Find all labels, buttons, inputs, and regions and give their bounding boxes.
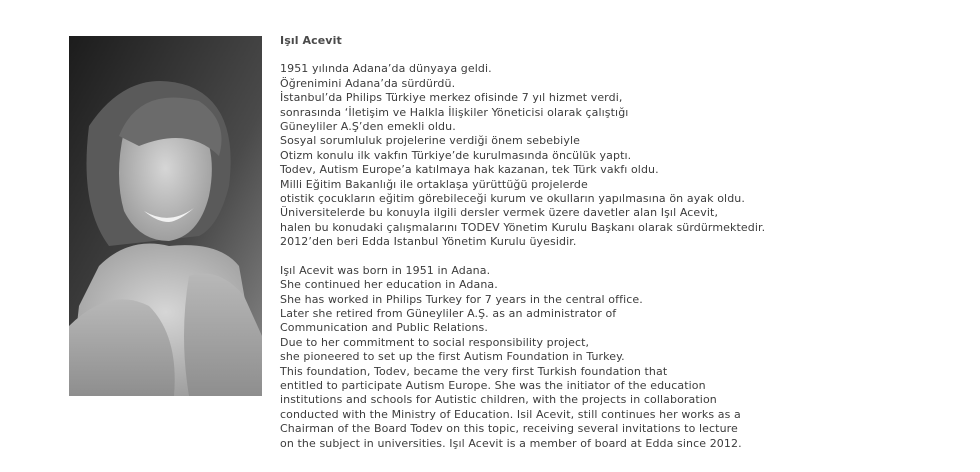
bio-en-line: conducted with the Ministry of Education. Isil Acevit, still continues her works as a	[280, 407, 741, 421]
bio-tr-line: İstanbul’da Philips Türkiye merkez ofisinde 7 yıl hizmet verdi,	[280, 91, 623, 105]
biography	[280, 34, 840, 465]
bio-tr-line: Milli Eğitim Bakanlığı ile ortaklaşa yürüttüğü projelerde	[280, 177, 588, 191]
bio-en-line: Later she retired from Güneyliler A.Ş. as an administrator of	[280, 306, 617, 320]
bio-en-line: entitled to participate Autism Europe. She was the initiator of the education	[280, 378, 706, 392]
portrait-illustration	[69, 36, 262, 396]
bio-en-line: on the subject in universities. Işıl Acevit is a member of board at Edda since 2012.	[280, 436, 742, 450]
bio-tr-line: Öğrenimini Adana’da sürdürdü.	[280, 76, 456, 90]
bio-tr-line: halen bu konudaki çalışmalarını TODEV Yönetim Kurulu Başkanı olarak sürdürmektedir.	[280, 220, 766, 234]
bio-en-line: This foundation, Todev, became the very first Turkish foundation that	[280, 364, 668, 378]
bio-en-line: Due to her commitment to social responsibility project,	[280, 335, 590, 349]
bio-en-line: She continued her education in Adana.	[280, 278, 498, 292]
bio-en-line: institutions and schools for Autistic children, with the projects in collaboration	[280, 393, 717, 407]
bio-turkish	[280, 62, 840, 249]
bio-tr-line: Üniversitelerde bu konuyla ilgili dersler vermek üzere davetler alan Işıl Acevit,	[280, 206, 719, 220]
bio-en-line: she pioneered to set up the first Autism Foundation in Turkey.	[280, 350, 625, 364]
bio-tr-line: sonrasında ‘İletişim ve Halkla İlişkiler Yöneticisi olarak çalıştığı	[280, 105, 629, 119]
portrait-photo	[69, 36, 262, 396]
bio-en-line: Işıl Acevit was born in 1951 in Adana.	[280, 263, 491, 277]
person-name: Işıl Acevit	[280, 34, 342, 47]
bio-tr-line: Güneyliler A.Ş’den emekli oldu.	[280, 120, 456, 134]
bio-english	[280, 264, 840, 451]
bio-tr-line: 1951 yılında Adana’da dünyaya geldi.	[280, 62, 492, 76]
bio-tr-line: Sosyal sorumluluk projelerine verdiği önem sebebiyle	[280, 134, 580, 148]
bio-tr-line: Otizm konulu ilk vakfın Türkiye’de kurulmasında öncülük yaptı.	[280, 148, 632, 162]
bio-en-line: Chairman of the Board Todev on this topic, receiving several invitations to lecture	[280, 422, 738, 436]
bio-tr-line: Todev, Autism Europe’a katılmaya hak kazanan, tek Türk vakfı oldu.	[280, 163, 659, 177]
bio-tr-line: 2012’den beri Edda Istanbul Yönetim Kurulu üyesidir.	[280, 235, 577, 249]
bio-tr-line: otistik çocukların eğitim görebileceği kurum ve okulların yapılmasına ön ayak oldu.	[280, 192, 745, 206]
bio-en-line: Communication and Public Relations.	[280, 321, 488, 335]
bio-en-line: She has worked in Philips Turkey for 7 years in the central office.	[280, 292, 643, 306]
